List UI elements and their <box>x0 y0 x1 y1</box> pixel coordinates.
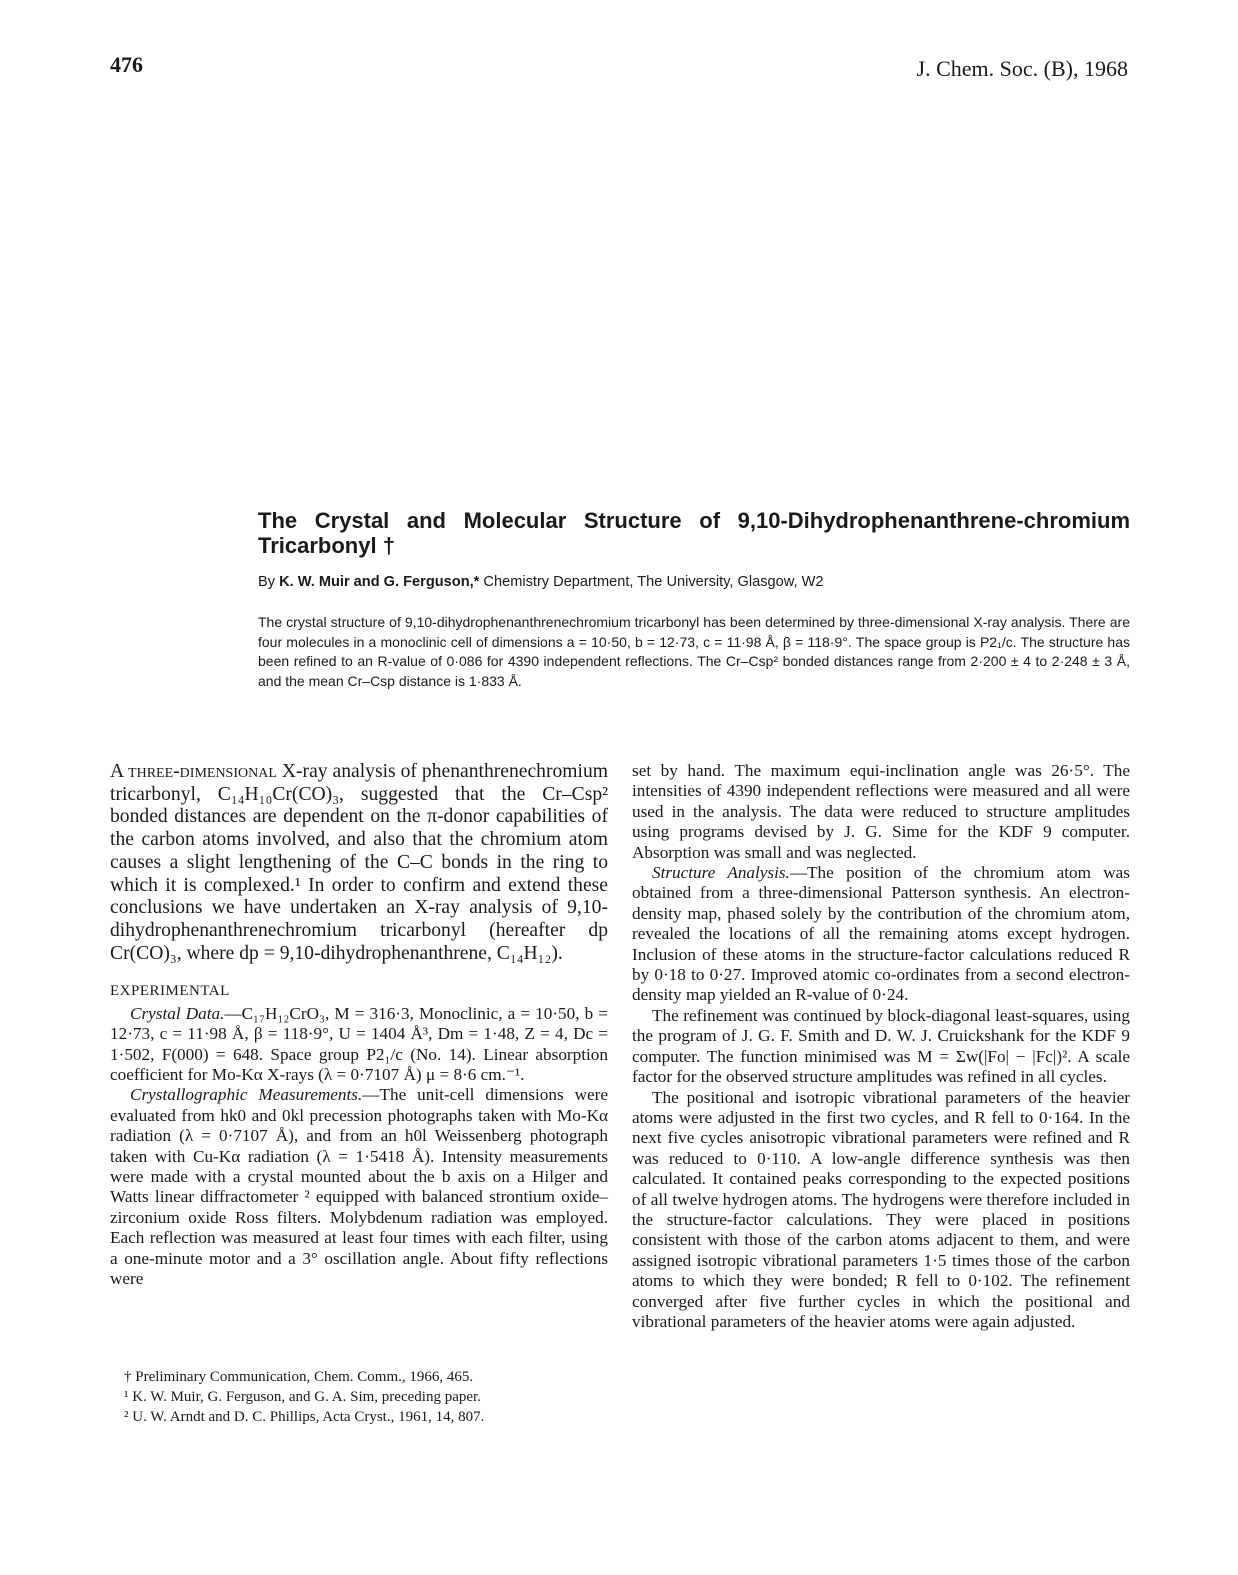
footnote-2: ² U. W. Arndt and D. C. Phillips, Acta Cryst., 1961, 14, 807. <box>124 1409 485 1425</box>
cryst-meas-text: —The unit-cell dimensions were evaluated from hk0 and 0kl precession photographs taken with Mo-Kα radiation (λ = 0·7107 Å), and from an h0l Weissenberg photograph taken with Cu-Kα radiation (λ = 1·5418 Å). Intensity measurements were made with a crystal mounted about the b axis on a Hilger and Watts linear diffractometer ² equipped with balanced strontium oxide–zirconium oxide Ross filters. Molybdenum radiation was employed. Each reflection was measured at least four times with each filter, using a one-minute motor and a 3° oscillation angle. About fifty reflections were <box>110 1085 608 1289</box>
crystal-data-text: —C₁₇H₁₂CrO₃, M = 316·3, Monoclinic, a = 10·50, b = 12·73, c = 11·98 Å, β = 118·9°, U = 1404 Å³, Dm = 1·48, Z = 4, Dc = 1·502, F(000) = 648. Space group P2₁/c (No. 14). Linear absorption coefficient for Mo-Kα X-rays (λ = 0·7107 Å) μ = 8·6 cm.⁻¹. <box>110 1003 608 1084</box>
byline <box>258 574 1130 590</box>
abstract: The crystal structure of 9,10-dihydrophenanthrenechromium tricarbonyl has been determined by three-dimensional X-ray analysis. There are four molecules in a monoclinic cell of dimensions a = 10·50, b = 12·73, c = 11·98 Å, β = 118·9°. The space group is P2₁/c. The structure has been refined to an R-value of 0·086 for 4390 independent reflections. The Cr–Csp² bonded distances range from 2·200 ± 4 to 2·248 ± 3 Å, and the mean Cr–Csp distance is 1·833 Å. <box>258 614 1130 689</box>
cryst-meas-heading: Crystallographic Measurements. <box>130 1085 363 1105</box>
structure-analysis-text: —The position of the chromium atom was obtained from a three-dimensional Patterson synthesis. An electron-density map, phased solely by the contribution of the chromium atom, revealed the locations of all the remaining atoms except hydrogen. Inclusion of these atoms in the structure-factor calculations reduced R by 0·18 to 0·27. Improved atomic co-ordinates from a second electron-density map yielded an R-value of 0·24. <box>632 863 1130 1005</box>
structure-analysis-heading: Structure Analysis. <box>652 863 790 883</box>
affiliation: Chemistry Department, The University, Glasgow, W2 <box>483 574 824 590</box>
positional-parameters-paragraph: The positional and isotropic vibrational parameters of the heavier atoms were adjusted in the first two cycles, and R fell to 0·164. In the next five cycles anisotropic vibrational parameters were refined and R was reduced to 0·110. A low-angle difference synthesis was then calculated. It contained peaks corresponding to the expected positions of all twelve hydrogen atoms. The hydrogens were therefore included in the structure-factor calculations. They were placed in positions consistent with those of the carbon atoms adjacent to them, and were assigned isotropic vibrational parameters 1·5 times those of the carbon atoms to which they were bonded; R fell to 0·102. The refinement converged after five further cycles in which the positional and vibrational parameters of the heavier atoms were again adjusted. <box>632 1087 1130 1331</box>
structure-analysis-paragraph <box>632 863 1130 1006</box>
authors: K. W. Muir and G. Ferguson,* <box>279 574 480 590</box>
introduction <box>110 761 608 965</box>
section-heading-experimental: EXPERIMENTAL <box>110 983 230 1000</box>
page-number: 476 <box>110 52 143 77</box>
crystal-data-heading: Crystal Data. <box>130 1003 225 1023</box>
intro-lead: A three-dimensional <box>110 761 277 782</box>
crystallographic-measurements-paragraph <box>110 1085 608 1289</box>
intro-text: X-ray analysis of phenanthrenechromium tricarbonyl, C₁₄H₁₀Cr(CO)₃, suggested that the Cr–Csp² bonded distances are dependent on the π-donor capabilities of the carbon atoms involved, and also that the chromium atom causes a slight lengthening of the C–C bonds in the ring to which it is complexed.¹ In order to confirm and extend these conclusions we have undertaken an X-ray analysis of 9,10-dihydrophenanthrenechromium tricarbonyl (hereafter dp Cr(CO)₃, where dp = 9,10-dihydrophenanthrene, C₁₄H₁₂). <box>110 761 608 964</box>
continued-paragraph: set by hand. The maximum equi-inclination angle was 26·5°. The intensities of 4390 independent reflections were measured and all were used in the analysis. The data were reduced to structure amplitudes using programs devised by J. G. Sime for the KDF 9 computer. Absorption was small and was neglected. <box>632 761 1130 862</box>
footnote-1: ¹ K. W. Muir, G. Ferguson, and G. A. Sim, preceding paper. <box>124 1389 481 1405</box>
journal-citation: J. Chem. Soc. (B), 1968 <box>916 56 1128 81</box>
article-title: The Crystal and Molecular Structure of 9,10-Dihydrophenanthrene-chromium Tricarbonyl † <box>258 508 1130 558</box>
footnote-dagger: † Preliminary Communication, Chem. Comm., 1966, 465. <box>124 1369 474 1385</box>
intro-paragraph <box>110 761 608 965</box>
right-column <box>632 761 1130 1332</box>
refinement-paragraph: The refinement was continued by block-diagonal least-squares, using the program of J. G. F. Smith and D. W. J. Cruickshank for the KDF 9 computer. The function minimised was M = Σw(|Fo| − |Fc|)². A scale factor for the observed structure amplitudes was refined in all cycles. <box>632 1005 1130 1087</box>
footnotes <box>110 1368 608 1428</box>
left-column <box>110 761 608 1289</box>
byline-prefix: By <box>258 574 276 590</box>
crystal-data-paragraph <box>110 1004 608 1086</box>
